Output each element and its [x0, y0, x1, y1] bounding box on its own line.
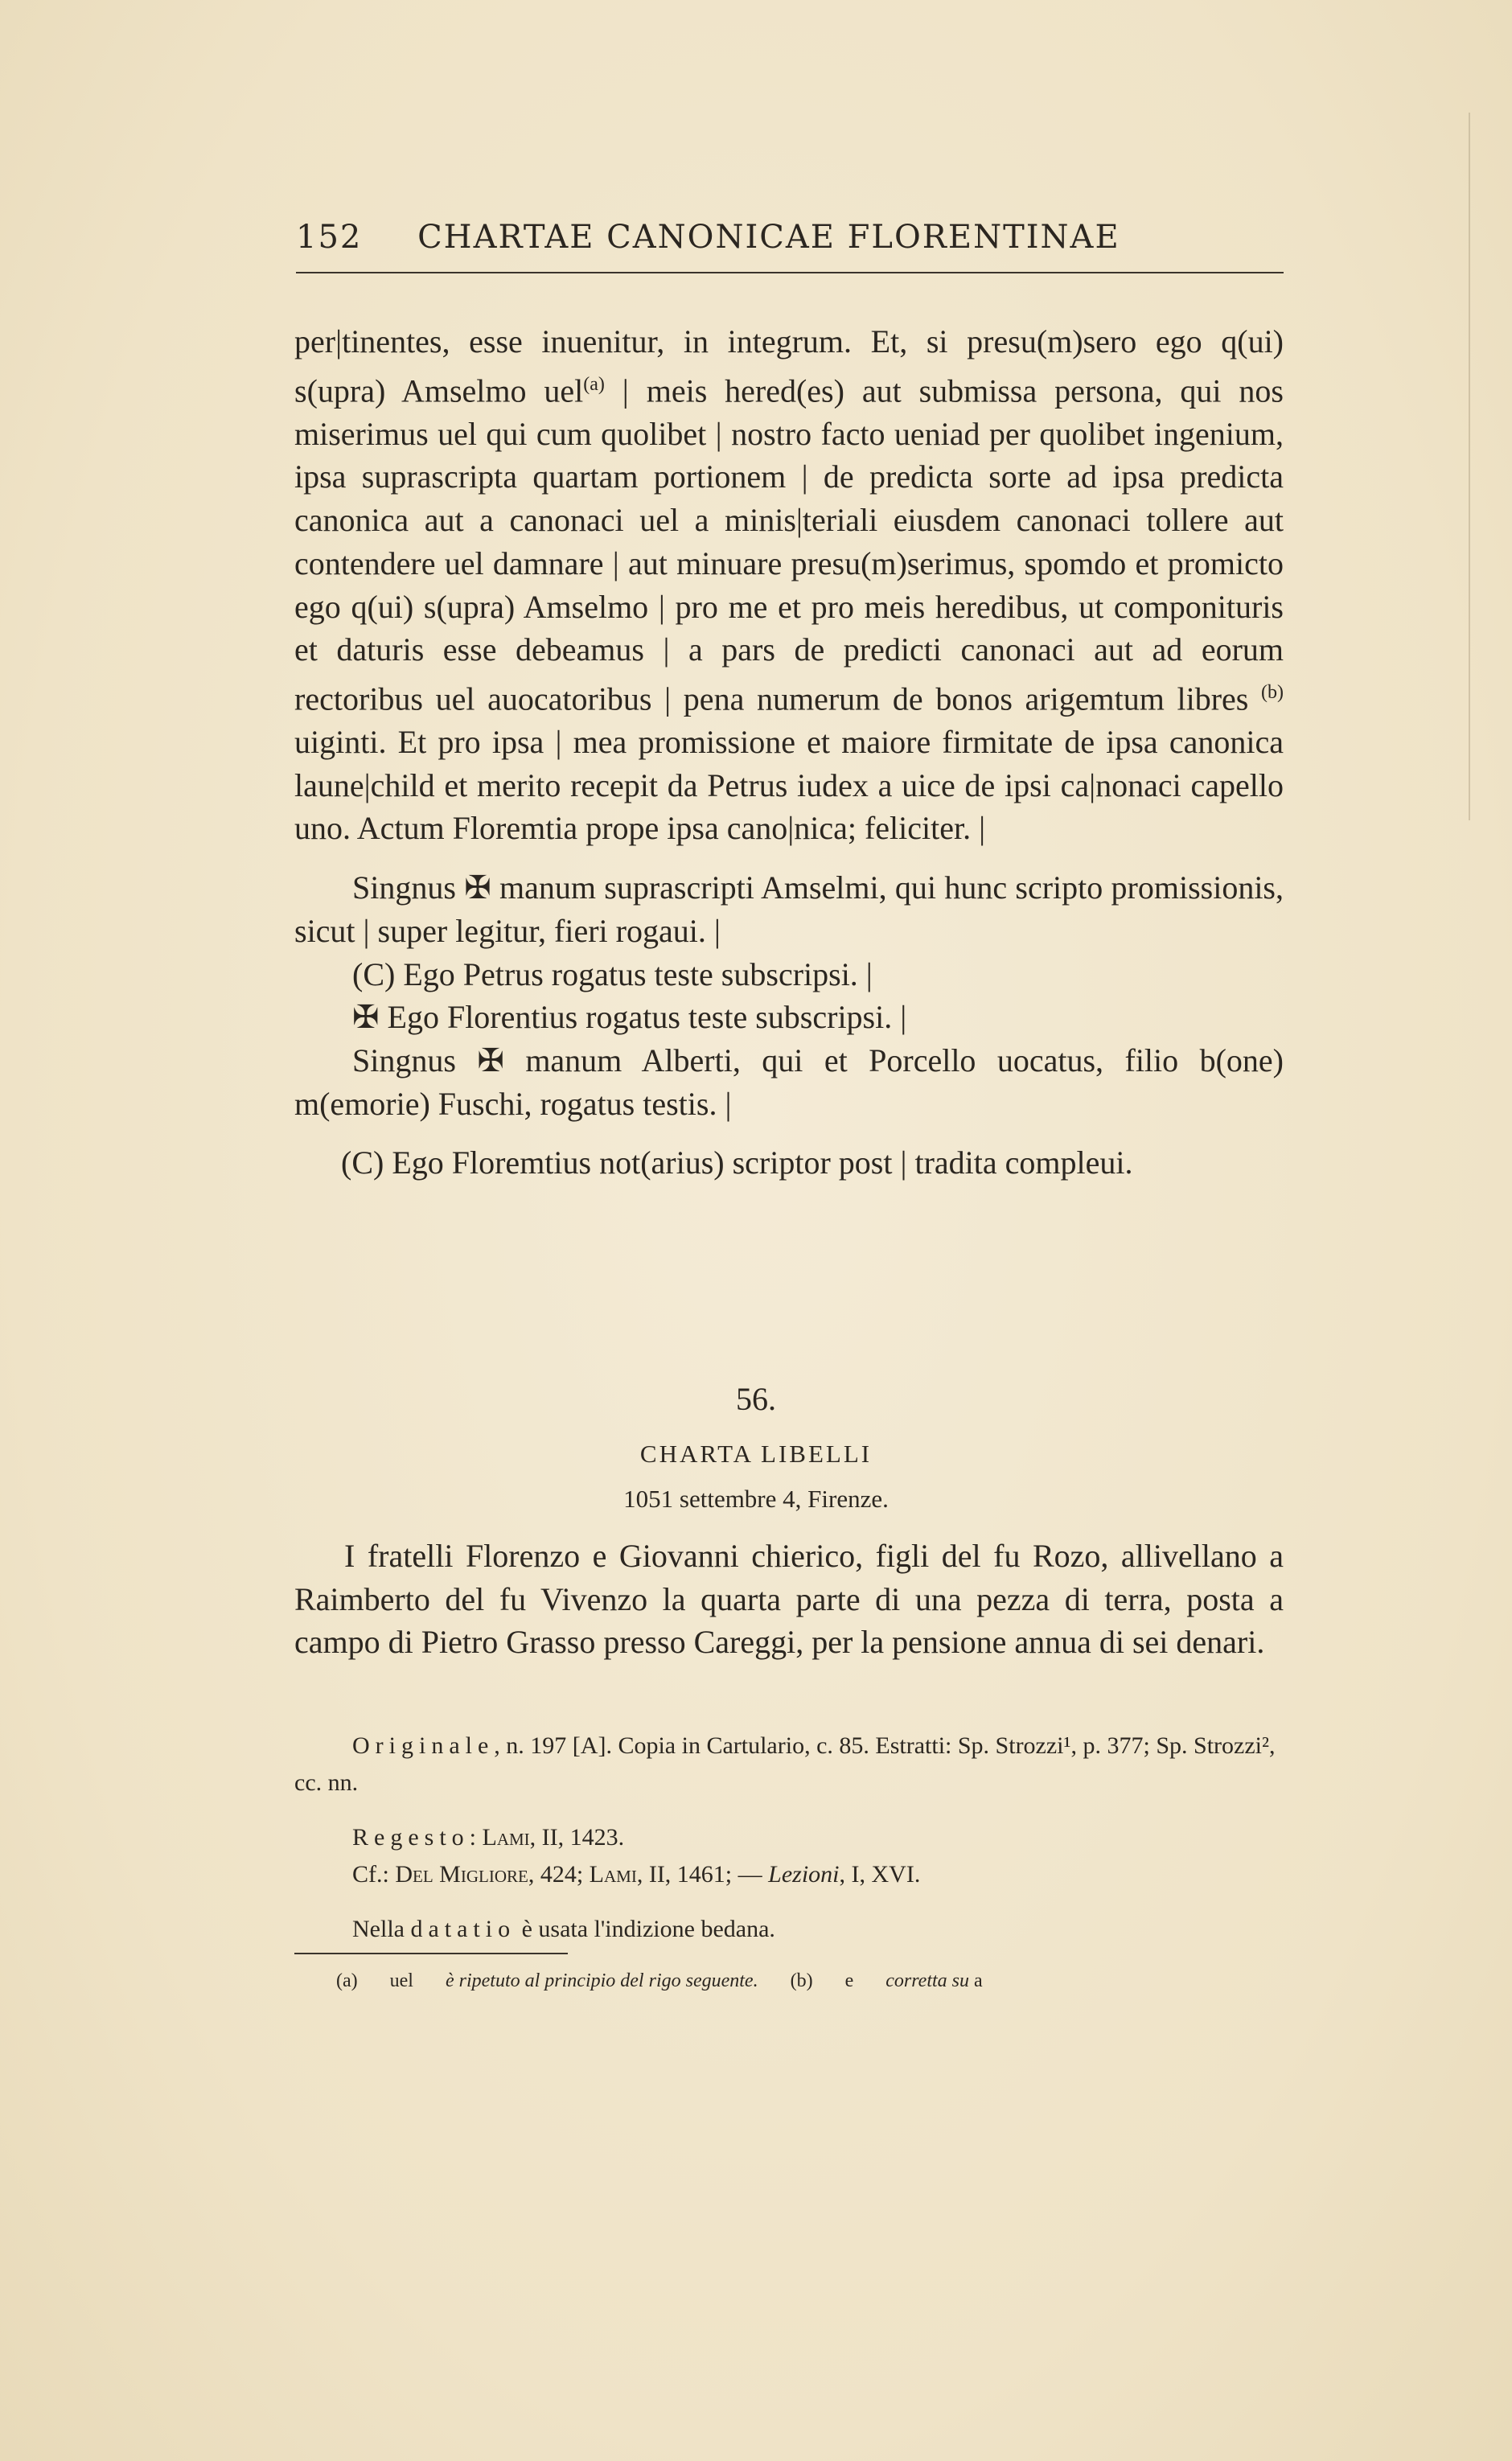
cf-work: Lezioni [768, 1861, 840, 1888]
footnote-b-target: a [974, 1970, 983, 1991]
page-edge-shadow [1469, 113, 1470, 820]
footnote-a-label: (a) [336, 1970, 358, 1991]
footnote-a-word: uel [389, 1970, 413, 1991]
footnote-ref-a[interactable]: (a) [583, 373, 605, 395]
regesto-label: Regesto [352, 1824, 470, 1851]
charter-text-2: | meis hered(es) aut submissa persona, qui nos miserimus uel qui cum quolibet | nostro facto ueniad per quolibet ingenium, ipsa suprascripta quartam portionem | de predicta sorte ad ipsa predicta canonica aut a canonaci uel a minis|teriali eiusdem canonaci tollere aut contendere uel damnare | aut minuare presu(m)serimus, spomdo et promicto ego q(ui) s(upra) Amselmo | pro me et pro meis heredibus, ut componituris et daturis esse debeamus | a pars de predicti canonaci aut ad eorum rectoribus uel auocatoribus | pena numerum de bonos arigemtum libres [294, 372, 1284, 717]
subscriptions [294, 866, 1284, 1125]
critical-apparatus [294, 1728, 1284, 1948]
originale-label: Originale [352, 1732, 495, 1759]
footnote-a-text: è ripetuto al principio del rigo seguente. [440, 1970, 758, 1991]
cf-ref-3: , I, XVI. [839, 1861, 921, 1888]
cf-ref-2: , II, 1461; — [636, 1861, 769, 1888]
subscription-line: Singnus ✠ manum Alberti, qui et Porcello uocatus, filio b(one) m(emorie) Fuschi, rogatus testis. | [294, 1042, 1284, 1122]
footnote-b [791, 1970, 1010, 1991]
regesto-author: Lami [482, 1824, 530, 1851]
apparatus-regesto [294, 1819, 1284, 1856]
subscription-line: (C) Ego Petrus rogatus teste subscripsi. | [352, 955, 873, 992]
charter-text-1: per|tinentes, esse inuenitur, in integrum. Et, si presu(m)sero ego q(ui) s(upra) Amselmo uel [294, 323, 1284, 409]
footnote-ref-b[interactable]: (b) [1261, 681, 1284, 703]
running-title: CHARTAE CANONICAE FLORENTINAE [417, 219, 1120, 256]
regesto-sep: : [469, 1824, 483, 1851]
apparatus-datatio [294, 1911, 1284, 1948]
footnote-b-word: e [844, 1970, 854, 1991]
datatio-prefix: Nella [352, 1916, 411, 1942]
document-number: 56. [736, 1381, 776, 1417]
footnotes [336, 1970, 1037, 1992]
charter-paragraph [294, 320, 1284, 850]
subscription-line: ✠ Ego Florentius rogatus teste subscripsi. | [352, 999, 907, 1036]
document-date: 1051 settembre 4, Firenze. [623, 1485, 889, 1513]
apparatus-cf [294, 1856, 1284, 1893]
footnote-b-label: (b) [790, 1970, 813, 1991]
document-title: CHARTA LIBELLI [639, 1440, 873, 1468]
regest-paragraph: I fratelli Florenzo e Giovanni chierico, figli del fu Rozo, allivellano a Raimberto del fu Vivenzo la quarta parte di una pezza di terra, posta a campo di Pietro Grasso presso Careggi, per la pensione annua di sei denari. [294, 1538, 1284, 1661]
running-header [296, 219, 1284, 256]
datatio-label: datatio [410, 1916, 516, 1942]
footnote-rule [294, 1953, 568, 1954]
footnote-a [336, 1970, 758, 1991]
cf-ref-1: , 424; [528, 1861, 590, 1888]
cf-prefix: Cf.: [352, 1861, 396, 1888]
document-55-text [294, 320, 1284, 1185]
apparatus-originale [294, 1728, 1284, 1802]
closing-line: (C) Ego Floremtius not(arius) scriptor post | tradita compleui. [341, 1144, 1133, 1181]
footnote-b-text: corretta su [881, 1970, 974, 1991]
cf-author-1: Del Migliore [395, 1861, 528, 1888]
subscription-line: Singnus ✠ manum suprascripti Amselmi, qui hunc scripto promissionis, sicut | super legitur, fieri rogaui. | [294, 869, 1284, 949]
datatio-text: è usata l'indizione bedana. [516, 1916, 775, 1942]
spacer [294, 1893, 1284, 1911]
regest-summary [294, 1535, 1284, 1664]
charter-text-3: uiginti. Et pro ipsa | mea promissione et maiore firmitate de ipsa canonica laune|child et merito recepit da Petrus iudex a uice de ipsi ca|nonaci capello uno. Actum Floremtia prope ipsa cano|nica; feliciter. | [294, 723, 1284, 847]
page-number: 152 [296, 219, 363, 256]
regesto-ref: , II, 1423. [529, 1824, 625, 1851]
notary-closing [294, 1141, 1284, 1185]
cf-author-2: Lami [589, 1861, 637, 1888]
header-rule [296, 272, 1284, 273]
spacer [294, 1802, 1284, 1819]
originale-text: , n. 197 [A]. Copia in Cartulario, c. 85. Estratti: Sp. Strozzi¹, p. 377; Sp. Strozzi², cc. nn. [294, 1732, 1276, 1796]
